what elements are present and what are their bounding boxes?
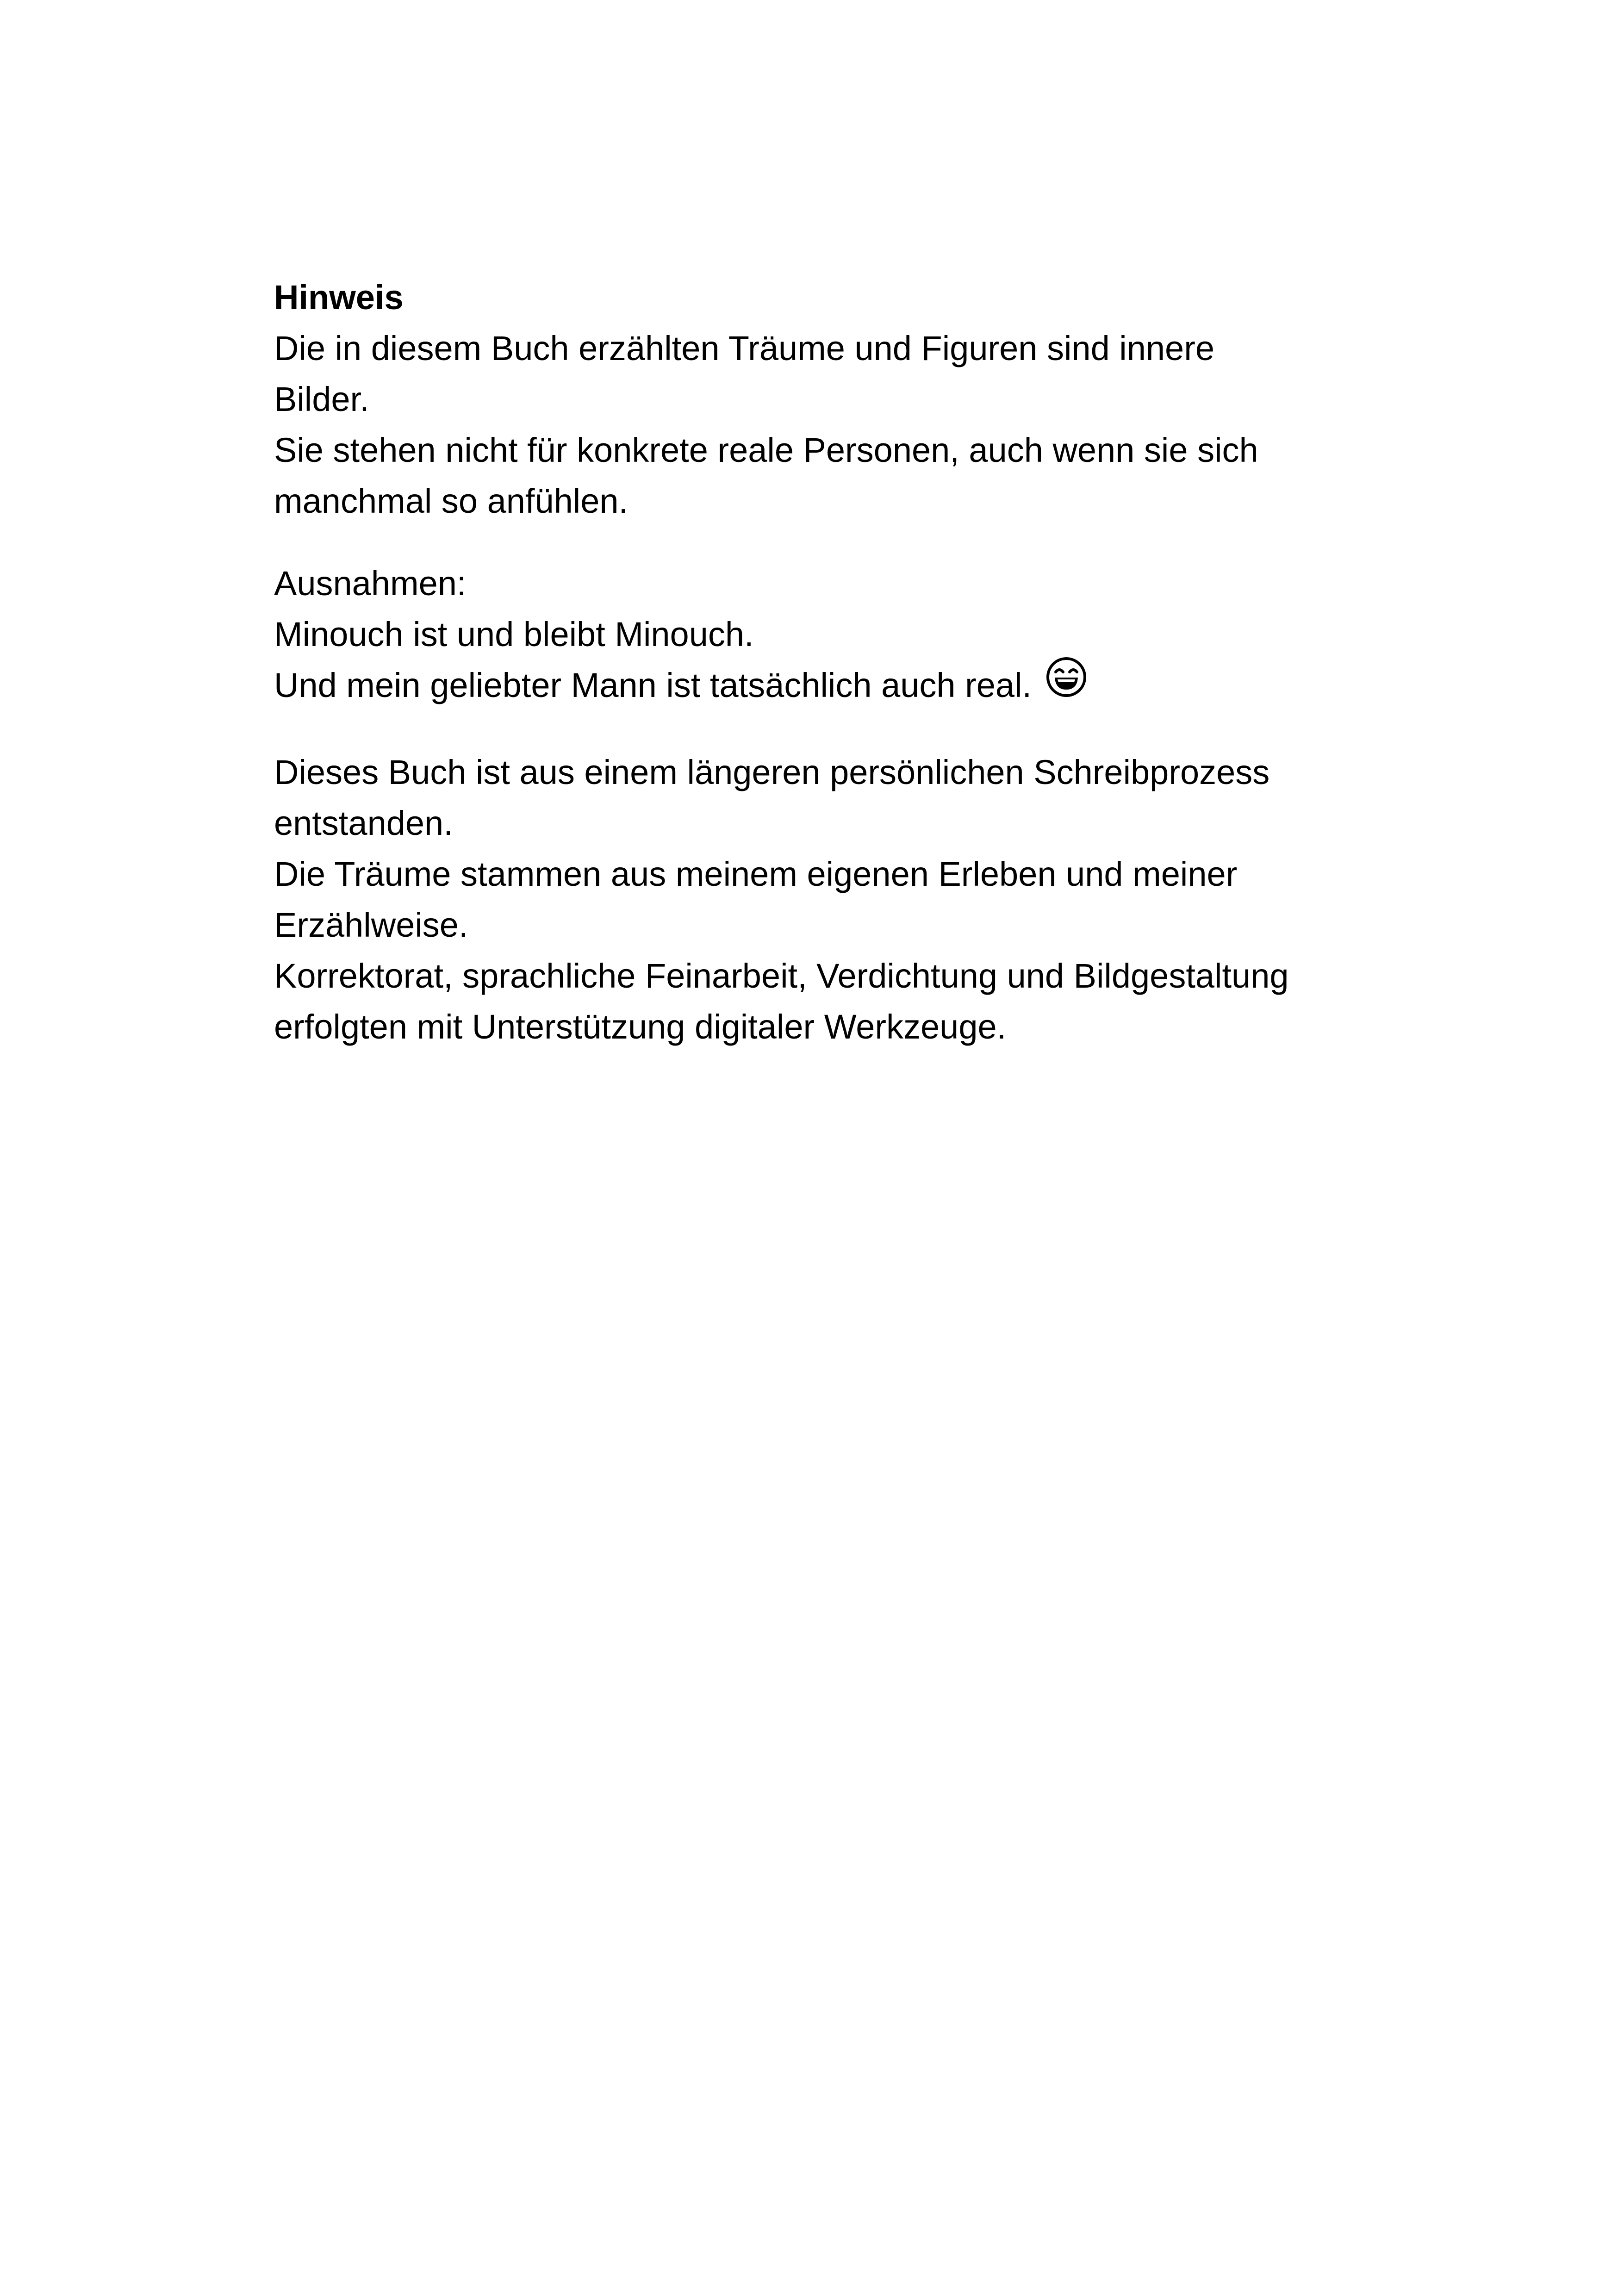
- paragraph-line: entstanden.: [274, 804, 453, 843]
- heading-hinweis: Hinweis: [274, 278, 404, 317]
- paragraph-line: Korrektorat, sprachliche Feinarbeit, Verdichtung und Bildgestaltung: [274, 957, 1289, 996]
- paragraph-line: Dieses Buch ist aus einem längeren persönlichen Schreibprozess: [274, 753, 1270, 792]
- document-body: [274, 272, 1352, 1052]
- paragraph-process: [274, 747, 1352, 1052]
- paragraph-line-text: Und mein geliebter Mann ist tatsächlich auch real.: [274, 666, 1032, 704]
- paragraph-intro: [274, 323, 1352, 527]
- paragraph-line: Die in diesem Buch erzählten Träume und Figuren sind innere: [274, 329, 1215, 367]
- paragraph-line: Sie stehen nicht für konkrete reale Personen, auch wenn sie sich: [274, 431, 1258, 469]
- paragraph-exceptions: [274, 558, 1352, 716]
- paragraph-line: erfolgten mit Unterstützung digitaler Werkzeuge.: [274, 1008, 1007, 1046]
- paragraph-line: Ausnahmen:: [274, 564, 467, 603]
- paragraph-line: manchmal so anfühlen.: [274, 482, 629, 520]
- paragraph-line: Minouch ist und bleibt Minouch.: [274, 615, 754, 653]
- paragraph-line-with-emoji: [274, 660, 1352, 716]
- grinning-face-icon: [1045, 656, 1087, 712]
- paragraph-spacer: [274, 716, 1352, 747]
- paragraph-line: Bilder.: [274, 380, 369, 418]
- paragraph-line: Die Träume stammen aus meinem eigenen Erleben und meiner: [274, 855, 1238, 894]
- paragraph-spacer: [274, 527, 1352, 558]
- paragraph-line: Erzählweise.: [274, 906, 468, 945]
